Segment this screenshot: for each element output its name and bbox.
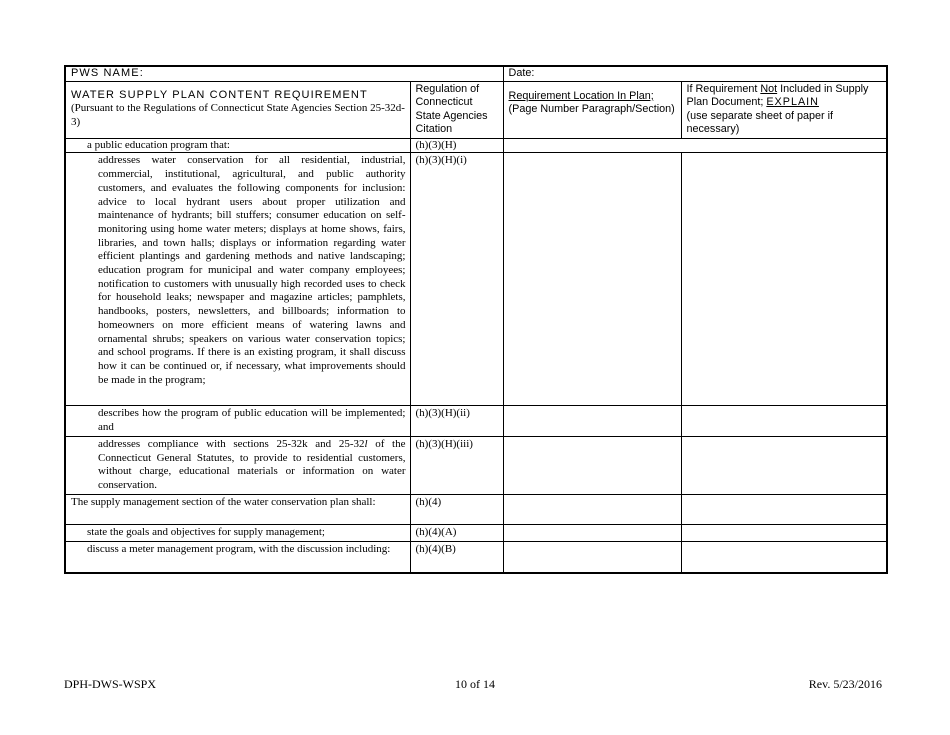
col4-header [681, 81, 887, 138]
requirement-text-part: addresses compliance with sections 25-32k and 25-32 [98, 437, 365, 450]
location-cell[interactable] [503, 406, 681, 436]
explain-cell[interactable] [681, 153, 887, 406]
explain-cell[interactable] [681, 541, 887, 573]
citation-cell: (h)(3)(H)(i) [410, 153, 503, 406]
footer-revision: Rev. 5/23/2016 [808, 677, 882, 691]
location-cell[interactable] [503, 524, 681, 541]
col2-title: Regulation of Connecticut State Agencies Citation [415, 82, 488, 136]
table-row [65, 524, 887, 541]
col4-title-not: Not [760, 82, 778, 95]
col3-subtitle: (Page Number Paragraph/Section) [508, 103, 675, 116]
explain-cell[interactable] [681, 436, 887, 494]
col4-title-explain: EXPLAIN [766, 96, 819, 109]
requirement-cell: a public education program that: [65, 138, 410, 153]
requirement-text-italic: l [364, 437, 368, 450]
requirement-cell [65, 436, 410, 494]
col1-title: WATER SUPPLY PLAN CONTENT REQUIREMENT [71, 88, 368, 101]
citation-cell: (h)(4)(B) [410, 541, 503, 573]
requirement-cell: addresses water conservation for all residential, industrial, commercial, institutional, agricultural, and public authority customers, and evaluates the following components for inclusion: advice to local hydrant users about proper utilization and maintenance of hydrants; bill stuffers; consumer education on self-monitoring using home water meters; displays at home shows, fairs, libraries, and town halls; displays or information regarding water efficient plantings and gardening methods and native landscaping; education program for municipal and water company employees; notification to customers with unusually high recorded uses to check for household leaks; newspaper and magazine articles; pamphlets, handbooks, posters, newsletters, and billboards; information to homeowners on more efficient means of watering lawns and ornamental shrubs; speakers on various water conservation topics; and school programs. If there is an existing program, it shall discuss how it can be continued or, if necessary, what improvements should be made in the program; [65, 153, 410, 406]
citation-cell: (h)(3)(H)(ii) [410, 406, 503, 436]
col2-header [410, 81, 503, 138]
pws-name-label: PWS NAME: [71, 67, 144, 79]
location-explain-cell[interactable] [503, 138, 887, 153]
table-row [65, 436, 887, 494]
explain-cell[interactable] [681, 524, 887, 541]
col3-title: Requirement Location In Plan; [508, 89, 654, 102]
requirement-cell: state the goals and objectives for supply management; [65, 524, 410, 541]
date-field[interactable] [503, 66, 887, 81]
citation-cell: (h)(3)(H) [410, 138, 503, 153]
explain-cell[interactable] [681, 494, 887, 524]
location-cell[interactable] [503, 494, 681, 524]
pws-name-row [65, 66, 887, 81]
col4-subtitle: (use separate sheet of paper if necessary) [686, 109, 833, 136]
requirement-cell: describes how the program of public education will be implemented; and [65, 406, 410, 436]
footer-page-number: 10 of 14 [455, 677, 495, 691]
requirements-table [64, 65, 888, 574]
pws-name-field[interactable] [65, 66, 503, 81]
explain-cell[interactable] [681, 406, 887, 436]
col1-header [65, 81, 410, 138]
location-cell[interactable] [503, 541, 681, 573]
col3-header [503, 81, 681, 138]
citation-cell: (h)(4)(A) [410, 524, 503, 541]
date-label: Date: [508, 67, 535, 79]
requirement-cell: The supply management section of the water conservation plan shall: [65, 494, 410, 524]
col4-title-mid: Included in Supply Plan Document; [686, 82, 869, 109]
col4-title-pre: If Requirement [686, 82, 761, 95]
footer-form-id: DPH-DWS-WSPX [64, 677, 157, 691]
column-header-row [65, 81, 887, 138]
table-row [65, 494, 887, 524]
table-row [65, 138, 887, 153]
requirement-text-part: of the Connecticut General Statutes, to provide to residential customers, without charge, educational materials or information on water conservation. [98, 437, 406, 491]
table-row [65, 153, 887, 406]
col1-subtitle: (Pursuant to the Regulations of Connecticut State Agencies Section 25-32d-3) [71, 102, 405, 129]
citation-cell: (h)(3)(H)(iii) [410, 436, 503, 494]
citation-cell: (h)(4) [410, 494, 503, 524]
location-cell[interactable] [503, 436, 681, 494]
table-row [65, 406, 887, 436]
requirement-cell: discuss a meter management program, with the discussion including: [65, 541, 410, 573]
table-row [65, 541, 887, 573]
location-cell[interactable] [503, 153, 681, 406]
